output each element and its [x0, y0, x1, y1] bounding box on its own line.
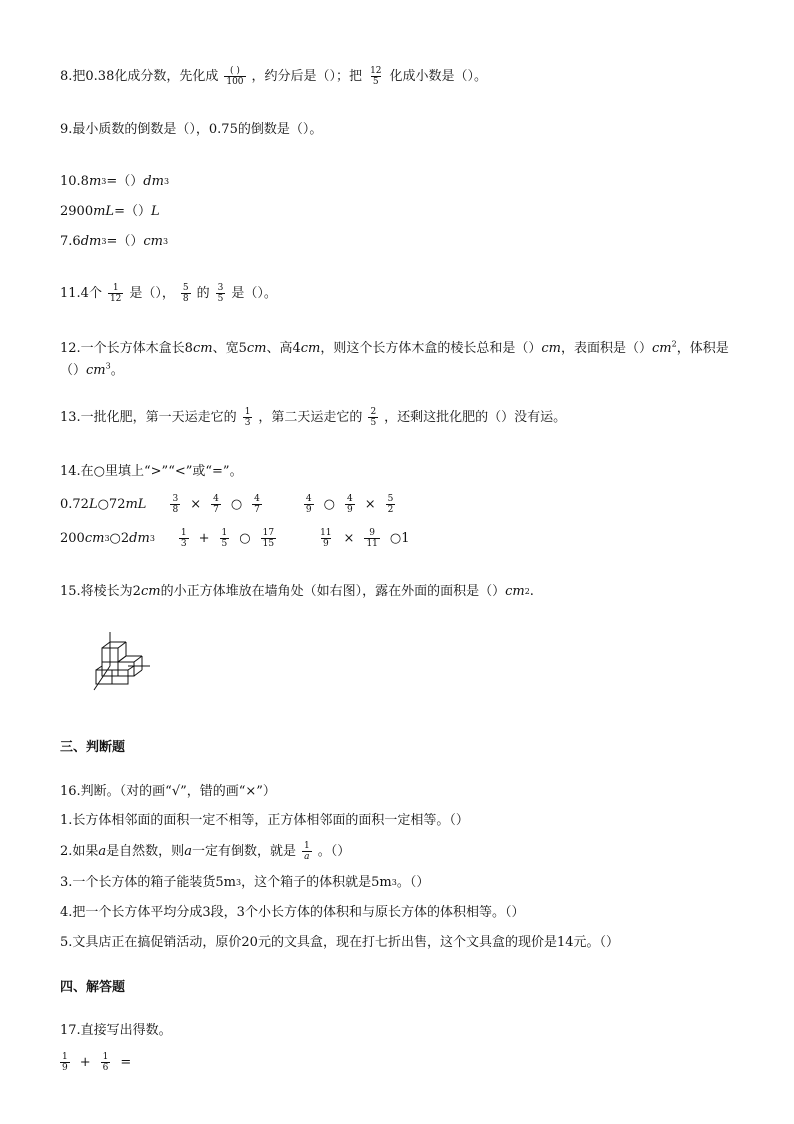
- fraction: $\frac{2}{5}$: [370, 407, 377, 428]
- question-10-line-3: 7.6 dm 3 =（） cm 3: [60, 234, 169, 249]
- question-14-row-2: 200 cm 3 ○2 dm 3 $\frac{1}{3}$ + $\frac{1}{5}$ ○ $\frac{17}{15}$ $\frac{11}{9}$ × $\frac{9}{11}$ ○1: [60, 528, 410, 549]
- section-heading-judgement: 三、判断题: [60, 740, 126, 755]
- question-10-line-1: 10.8 m 3 =（） dm 3: [60, 174, 170, 189]
- fraction: $\frac{12}{5}$: [370, 66, 382, 87]
- question-10-line-2: 2900 mL =（） L: [60, 204, 160, 219]
- fraction: $\frac{1}{12}$: [109, 283, 122, 304]
- question-17-title: 17.直接写出得数。: [60, 1023, 172, 1038]
- fraction: $\frac{5}{8}$: [182, 283, 189, 304]
- question-16-title: 16.判断。（对的画“√”，错的画“×”）: [60, 784, 276, 799]
- judgement-item-4: 4.把一个长方体平均分成3段，3个小长方体的体积和与原长方体的体积相等。（）: [60, 905, 525, 920]
- fraction: $\frac{( )}{100}$: [226, 66, 244, 87]
- question-11: 11.4个 $\frac{1}{12}$ 是（）， $\frac{5}{8}$ 的 $\frac{3}{5}$ 是（）。: [60, 283, 277, 304]
- judgement-item-1: 1.长方体相邻面的面积一定不相等，正方体相邻面的面积一定相等。（）: [60, 813, 469, 828]
- question-15: 15.将棱长为2 cm 的小正方体堆放在墙角处（如右图），露在外面的面积是（） cm 2 .: [60, 584, 534, 599]
- question-17-expression: $\frac{1}{9}$ + $\frac{1}{6}$ =: [62, 1052, 132, 1073]
- fraction: $\frac{1}{3}$: [244, 407, 251, 428]
- question-12: 12.一个长方体木盒长8cm、宽5cm、高4cm，则这个长方体木盒的棱长总和是（）cm，表面积是$()cm^2$，体积是$()cm^3$。: [60, 339, 729, 378]
- judgement-item-2: 2.如果 a 是自然数，则 a 一定有倒数，就是 $\frac{1}{a}$ 。（）: [60, 841, 351, 862]
- question-14-title: 14.在○里填上“>”“<”或“=”。: [60, 464, 243, 479]
- question-13: 13.一批化肥，第一天运走它的 $\frac{1}{3}$ ，第二天运走它的 $\frac{2}{5}$ ，还剩这批化肥的（）没有运。: [60, 407, 567, 428]
- judgement-item-3: 3.一个长方体的箱子能装货5m 3 ，这个箱子的体积就是5m 3 。（）: [60, 875, 430, 890]
- fraction: $\frac{3}{5}$: [217, 283, 224, 304]
- judgement-item-5: 5.文具店正在搞促销活动，原价20元的文具盒，现在打七折出售，这个文具盒的现价是14元。（）: [60, 935, 619, 950]
- stacked-cubes-figure: [88, 628, 158, 694]
- question-14-row-1: 0.72 L ○72 mL $\frac{3}{8}$ × $\frac{4}{7}$ ○ $\frac{4}{7}$ $\frac{4}{9}$ ○ $\frac{4}{9}$ × $\frac{5}{2}$: [60, 494, 394, 515]
- section-heading-solutions: 四、解答题: [60, 980, 126, 995]
- question-8: 8.把0.38化成分数，先化成 $\frac{( )}{100}$ ，约分后是（）；把 $\frac{12}{5}$ 化成小数是（）。: [60, 66, 488, 87]
- question-9: 9.最小质数的倒数是（），0.75的倒数是（）。: [60, 122, 323, 137]
